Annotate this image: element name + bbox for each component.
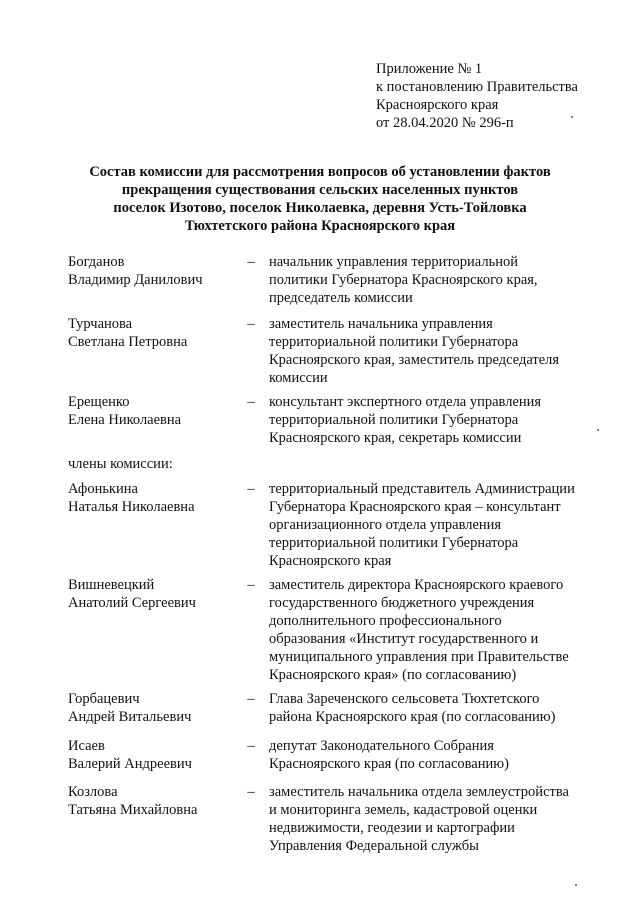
person-name — [68, 576, 238, 612]
person-name — [68, 393, 238, 429]
role-line: Красноярского края, заместитель председателя — [269, 352, 560, 368]
role-line: территориальной политики Губернатора — [269, 412, 519, 428]
role-line: Красноярского края — [269, 553, 392, 569]
role-line: территориальной политики Губернатора — [269, 334, 519, 350]
title-line: Тюхтетского района Красноярского края — [184, 218, 456, 234]
role-line: консультант экспертного отдела управления — [269, 394, 542, 410]
role-line: образования «Институт государственного и — [269, 631, 539, 647]
role-line: Красноярского края, секретарь комиссии — [269, 430, 522, 446]
role-line: муниципального управления при Правительстве — [269, 649, 569, 665]
person-role — [269, 783, 599, 855]
person-surname: Вишневецкий — [68, 577, 155, 593]
role-line: начальник управления территориальной — [269, 254, 518, 270]
person-surname: Богданов — [68, 254, 125, 270]
role-line: Глава Зареченского сельсовета Тюхтетского — [269, 691, 540, 707]
dash-separator: – — [247, 481, 255, 497]
person-given-name: Владимир Данилович — [68, 272, 203, 288]
person-surname: Турчанова — [68, 316, 133, 332]
person-name — [68, 737, 238, 773]
person-surname: Исаев — [68, 738, 105, 754]
dash-separator: – — [247, 738, 255, 754]
role-line: комиссии — [269, 370, 328, 386]
person-given-name: Татьяна Михайловна — [68, 802, 198, 818]
person-surname: Афонькина — [68, 481, 138, 497]
dash-separator: – — [247, 254, 255, 270]
person-given-name: Андрей Витальевич — [68, 709, 192, 725]
scan-speck — [575, 884, 577, 886]
title-line: Состав комиссии для рассмотрения вопросов об установлении фактов — [89, 164, 551, 180]
annex-line: к постановлению Правительства — [376, 79, 578, 95]
person-role — [269, 737, 599, 773]
role-line: Красноярского края» (по согласованию) — [269, 667, 517, 683]
scan-speck — [571, 116, 573, 118]
person-name — [68, 315, 238, 351]
role-line: района Красноярского края (по согласованию) — [269, 709, 556, 725]
dash-separator: – — [247, 691, 255, 707]
role-line: Губернатора Красноярского края – консультант — [269, 499, 561, 515]
person-role — [269, 393, 599, 447]
role-line: заместитель начальника управления — [269, 316, 493, 332]
person-given-name: Анатолий Сергеевич — [68, 595, 196, 611]
annex-line: от 28.04.2020 № 296-п — [376, 115, 514, 131]
role-line: депутат Законодательного Собрания — [269, 738, 494, 754]
annex-line: Красноярского края — [376, 97, 499, 113]
person-role — [269, 576, 599, 684]
annex-line: Приложение № 1 — [376, 61, 483, 77]
document-title — [40, 163, 600, 235]
person-role — [269, 480, 599, 570]
person-role — [269, 315, 599, 387]
role-line: организационного отдела управления — [269, 517, 502, 533]
person-given-name: Наталья Николаевна — [68, 499, 195, 515]
scan-speck — [597, 429, 599, 431]
person-name — [68, 480, 238, 516]
annex-header — [376, 60, 626, 132]
role-line: территориальной политики Губернатора — [269, 535, 519, 551]
role-line: Управления Федеральной службы — [269, 838, 479, 854]
person-role — [269, 690, 599, 726]
person-given-name: Елена Николаевна — [68, 412, 182, 428]
title-line: поселок Изотово, поселок Николаевка, деревня Усть-Тойловка — [113, 200, 527, 216]
person-name — [68, 253, 238, 289]
dash-separator: – — [247, 316, 255, 332]
title-line: прекращения существования сельских населенных пунктов — [121, 182, 519, 198]
dash-separator: – — [247, 394, 255, 410]
dash-separator: – — [247, 577, 255, 593]
role-line: дополнительного профессионального — [269, 613, 502, 629]
person-surname: Ерещенко — [68, 394, 130, 410]
role-line: Красноярского края (по согласованию) — [269, 756, 509, 772]
person-surname: Козлова — [68, 784, 118, 800]
person-given-name: Валерий Андреевич — [68, 756, 192, 772]
person-role — [269, 253, 599, 307]
person-name — [68, 690, 238, 726]
role-line: политики Губернатора Красноярского края, — [269, 272, 538, 288]
person-surname: Горбацевич — [68, 691, 140, 707]
role-line: заместитель директора Красноярского краевого — [269, 577, 564, 593]
person-name — [68, 783, 238, 819]
dash-separator: – — [247, 784, 255, 800]
members-section-label: члены комиссии: — [68, 456, 173, 472]
role-line: заместитель начальника отдела землеустройства — [269, 784, 569, 800]
role-line: государственного бюджетного учреждения — [269, 595, 535, 611]
role-line: территориальный представитель Администрации — [269, 481, 575, 497]
person-given-name: Светлана Петровна — [68, 334, 188, 350]
role-line: и мониторинга земель, кадастровой оценки — [269, 802, 538, 818]
role-line: председатель комиссии — [269, 290, 413, 306]
role-line: недвижимости, геодезии и картографии — [269, 820, 515, 836]
